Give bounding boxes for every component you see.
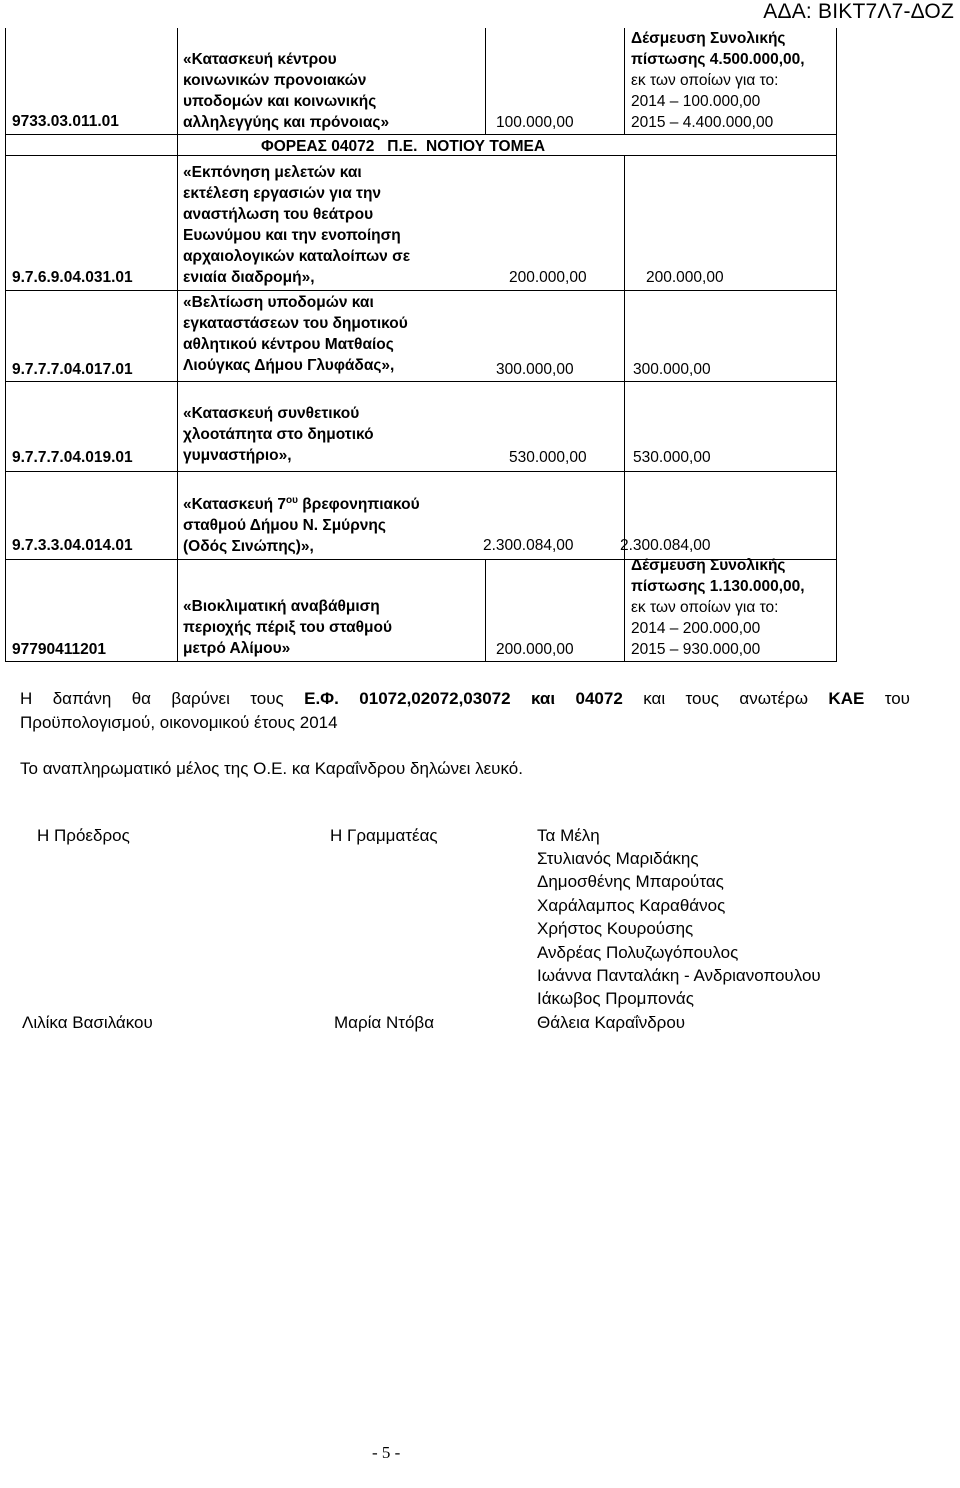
- row-amount: 2.300.084,00: [483, 537, 574, 554]
- row-divider: [5, 471, 837, 472]
- row-commitment: 2.300.084,00: [620, 537, 711, 554]
- row-divider: [5, 134, 837, 135]
- row-code: 97790411201: [12, 641, 106, 658]
- members-title: Τα Μέλη: [537, 826, 600, 845]
- row-title: «Κατασκευή κέντρου κοινωνικών προνοιακών υποδομών και κοινωνικής αλληλεγγύης και πρόνοιας»: [183, 51, 390, 131]
- table-divider-commitment: [624, 28, 625, 135]
- member-name: Θάλεια Καραΐνδρου: [537, 1012, 686, 1032]
- row-title: «Κατασκευή $7^{o\upsilon}$ βρεφονηπιακού σταθμού Δήμου Ν. Σμύρνης (Οδός Σινώπης)»,: [183, 495, 420, 555]
- row-divider: [5, 661, 837, 662]
- member-name: Ανδρέας Πολυζωγόπουλος: [537, 942, 739, 962]
- row-title: «Εκπόνηση μελετών και εκτέλεση εργασιών για την αναστήλωση του θεάτρου Ευωνύμου και την ενοποίηση αρχαιολογικών καταλοίπων σε ενιαία διαδρομή»,: [183, 164, 411, 286]
- row-amount: 530.000,00: [509, 449, 587, 466]
- row-code: 9.7.6.9.04.031.01: [12, 269, 133, 286]
- row-divider: [5, 381, 837, 382]
- member-name: Ιωάννα Πανταλάκη - Ανδριανοπουλου: [537, 966, 821, 986]
- secretary-title: Η Γραμματέας: [330, 826, 438, 845]
- row-title: «Κατασκευή συνθετικού χλοοτάπητα στο δημοτικό γυμναστήριο»,: [183, 405, 374, 464]
- row-commitment: 300.000,00: [633, 361, 711, 378]
- row-amount: 100.000,00: [496, 114, 574, 131]
- row-amount: 200.000,00: [509, 269, 587, 286]
- expense-paragraph: Η δαπάνη θα βαρύνει τους Ε.Φ. 01072,02072,03072 και 04072 και τους ανωτέρω ΚΑΕ του: [20, 689, 910, 708]
- table-border-left: [5, 28, 6, 662]
- row-commitment: 200.000,00: [646, 269, 724, 286]
- table-divider-amount: [485, 28, 486, 135]
- row-code: 9.7.3.3.04.014.01: [12, 537, 133, 554]
- table-divider-amount: [485, 560, 486, 662]
- member-list: [537, 847, 821, 1034]
- row-title: «Βελτίωση υποδομών και εγκαταστάσεων του δημοτικού αθλητικού κέντρου Ματθαίος Λιούγκας Δήμου Γλυφάδας»,: [183, 294, 408, 374]
- secretary-name: Μαρία Ντόβα: [334, 1013, 435, 1032]
- member-name: Χαράλαμπος Καραθάνος: [537, 895, 726, 915]
- president-name: Λιλίκα Βασιλάκου: [22, 1013, 153, 1032]
- alternate-member-note: Το αναπληρωματικό μέλος της Ο.Ε. κα Καραΐνδρου δηλώνει λευκό.: [20, 759, 523, 778]
- table-border-right: [836, 28, 837, 662]
- ada-code: ΑΔΑ: ΒΙΚΤ7Λ7-ΔΟΖ: [763, 0, 954, 23]
- president-title: Η Πρόεδρος: [37, 826, 130, 845]
- row-commitment: 530.000,00: [633, 449, 711, 466]
- row-code: 9733.03.011.01: [12, 113, 119, 130]
- member-name: Χρήστος Κουρούσης: [537, 919, 694, 939]
- row-commitment: Δέσμευση Συνολικής πίστωσης 1.130.000,00, εκ των οποίων για το: 2014 – 200.000,00 2015 – 930.000,00: [631, 557, 805, 658]
- row-divider: [5, 290, 837, 291]
- row-title: «Βιοκλιματική αναβάθμιση περιοχής πέριξ του σταθμού μετρό Αλίμου»: [183, 598, 393, 657]
- row-amount: 300.000,00: [496, 361, 574, 378]
- member-name: Ιάκωβος Προμπονάς: [537, 989, 694, 1009]
- member-name: Στυλιανός Μαριδάκης: [537, 849, 699, 868]
- row-amount: 200.000,00: [496, 641, 574, 658]
- row-code: 9.7.7.7.04.019.01: [12, 449, 133, 466]
- table-divider-code: [177, 28, 178, 662]
- expense-paragraph-line2: Προϋπολογισμού, οικονομικού έτους 2014: [20, 713, 338, 732]
- row-code: 9.7.7.7.04.017.01: [12, 361, 133, 378]
- table-divider-commitment: [624, 156, 625, 662]
- member-name: Δημοσθένης Μπαρούτας: [537, 872, 724, 892]
- page-number: - 5 -: [372, 1443, 401, 1462]
- row-commitment: Δέσμευση Συνολικής πίστωσης 4.500.000,00, εκ των οποίων για το: 2014 – 100.000,00 2015 – 4.400.000,00: [631, 30, 805, 131]
- section-header: ΦΟΡΕΑΣ 04072 Π.Ε. ΝΟΤΙΟΥ ΤΟΜΕΑ: [261, 138, 546, 155]
